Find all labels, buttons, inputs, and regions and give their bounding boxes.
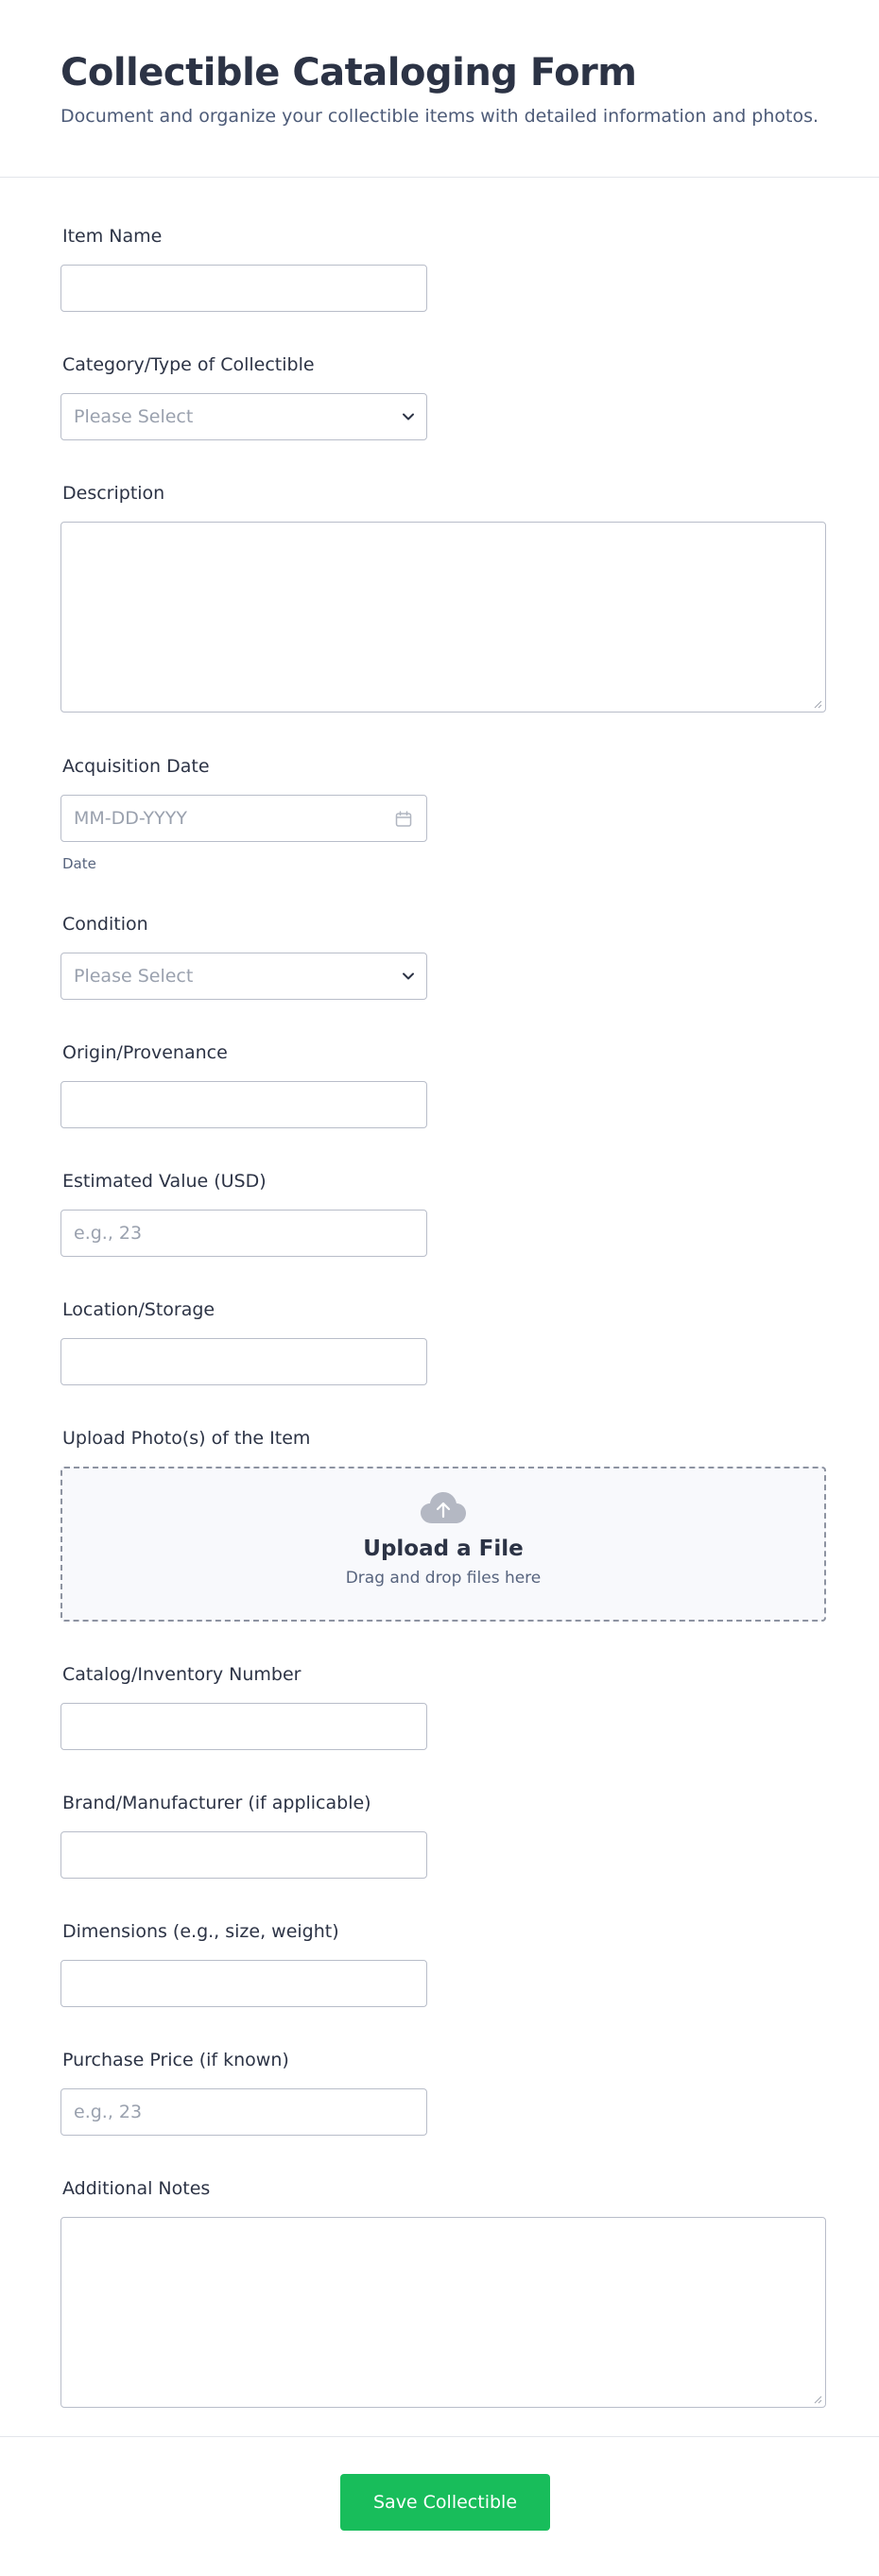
field-estimated-value (60, 1170, 427, 1257)
chevron-down-icon (402, 410, 415, 423)
field-notes (60, 2177, 826, 2408)
purchase-price-label: Purchase Price (if known) (62, 2050, 289, 2070)
acquisition-date-input[interactable] (60, 795, 427, 842)
dimensions-label: Dimensions (e.g., size, weight) (62, 1921, 339, 1942)
field-location (60, 1298, 427, 1385)
item-name-input[interactable] (60, 265, 427, 312)
condition-placeholder: Please Select (74, 966, 194, 987)
brand-label: Brand/Manufacturer (if applicable) (62, 1793, 371, 1813)
field-brand (60, 1792, 427, 1879)
catalog-number-label: Catalog/Inventory Number (62, 1664, 302, 1685)
field-catalog-number (60, 1663, 427, 1750)
acquisition-date-label: Acquisition Date (62, 756, 210, 777)
item-name-label: Item Name (62, 226, 163, 247)
origin-label: Origin/Provenance (62, 1042, 228, 1063)
field-category (60, 353, 427, 440)
field-description (60, 482, 826, 713)
description-textarea[interactable] (60, 522, 826, 713)
notes-textarea[interactable] (60, 2217, 826, 2408)
category-placeholder: Please Select (74, 406, 194, 427)
resize-grip-icon[interactable] (813, 699, 822, 709)
cloud-upload-icon (420, 1491, 467, 1525)
condition-select[interactable] (60, 953, 427, 1000)
form-title: Collectible Cataloging Form (60, 51, 637, 94)
form-subtitle: Document and organize your collectible items with detailed information and photos. (60, 106, 819, 127)
catalog-number-input[interactable] (60, 1703, 427, 1750)
estimated-value-placeholder: e.g., 23 (74, 1223, 143, 1244)
field-condition (60, 913, 427, 1000)
chevron-down-icon (402, 970, 415, 983)
field-origin (60, 1041, 427, 1128)
upload-title: Upload a File (363, 1537, 524, 1561)
estimated-value-input[interactable] (60, 1210, 427, 1257)
description-label: Description (62, 483, 165, 504)
acquisition-date-placeholder: MM-DD-YYYY (74, 808, 187, 829)
field-dimensions (60, 1920, 427, 2007)
category-label: Category/Type of Collectible (62, 354, 315, 375)
purchase-price-placeholder: e.g., 23 (74, 2102, 143, 2122)
field-purchase-price (60, 2049, 427, 2136)
location-label: Location/Storage (62, 1299, 215, 1320)
save-collectible-button[interactable]: Save Collectible (340, 2474, 550, 2531)
category-select[interactable] (60, 393, 427, 440)
form-footer (0, 2436, 879, 2576)
brand-input[interactable] (60, 1831, 427, 1879)
estimated-value-label: Estimated Value (USD) (62, 1171, 267, 1192)
field-item-name (60, 225, 427, 312)
condition-label: Condition (62, 914, 148, 935)
dimensions-input[interactable] (60, 1960, 427, 2007)
origin-input[interactable] (60, 1081, 427, 1128)
form-body (0, 178, 879, 2436)
field-photos (60, 1427, 826, 1622)
upload-hint: Drag and drop files here (345, 1569, 542, 1588)
acquisition-date-sublabel: Date (62, 855, 96, 872)
photo-upload-dropzone[interactable] (60, 1467, 826, 1622)
purchase-price-input[interactable] (60, 2088, 427, 2136)
calendar-icon[interactable] (394, 810, 413, 829)
field-acquisition-date (60, 755, 427, 872)
resize-grip-icon[interactable] (813, 2395, 822, 2404)
photos-label: Upload Photo(s) of the Item (62, 1428, 311, 1449)
location-input[interactable] (60, 1338, 427, 1385)
form-header (0, 0, 879, 178)
notes-label: Additional Notes (62, 2178, 211, 2199)
